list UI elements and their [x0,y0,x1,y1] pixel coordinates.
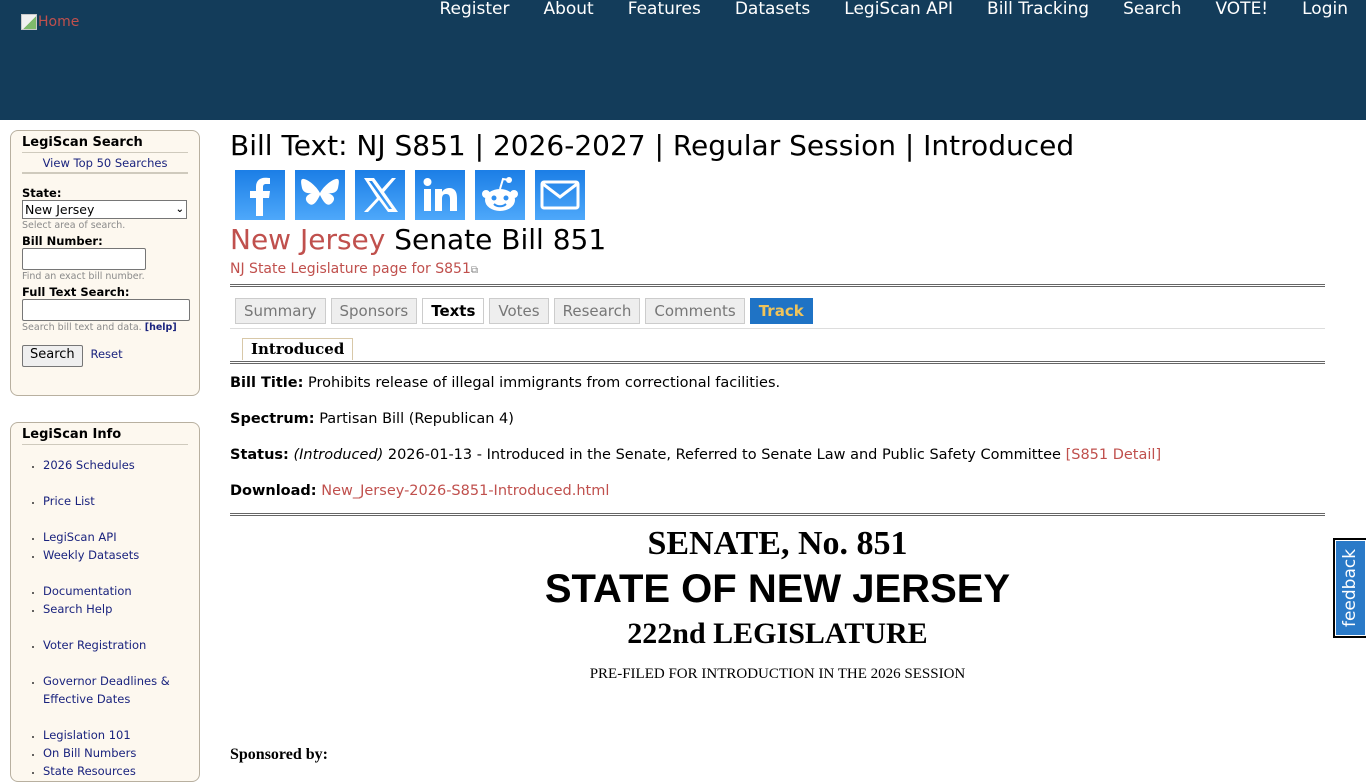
info-item-governor-deadlines[interactable] [43,672,173,708]
info-link[interactable]: Weekly Datasets [43,548,140,562]
nav-bill-tracking[interactable]: Bill Tracking [987,0,1090,19]
bill-title-row [230,374,1325,392]
state-select[interactable] [22,200,187,219]
facebook-icon [243,174,277,216]
social-share-bar [235,170,1325,220]
tab-texts[interactable]: Texts [422,298,484,324]
bill-title-value: Prohibits release of illegal immigrants from correctional facilities. [308,375,781,391]
spectrum-row [230,410,1325,428]
info-link[interactable]: Governor Deadlines & Effective Dates [43,674,170,706]
bluesky-share-button[interactable] [295,170,345,220]
info-link[interactable]: 2026 Schedules [43,458,135,472]
nav-legiscan-api[interactable]: LegiScan API [844,0,954,19]
subtab-introduced[interactable]: Introduced [242,338,353,360]
info-item-search-help[interactable] [43,600,188,618]
home-logo-link[interactable] [21,14,79,30]
info-item-api[interactable] [43,528,188,546]
info-link[interactable]: Documentation [43,584,132,598]
linkedin-icon [421,176,459,214]
doc-senate-number: SENATE, No. 851 [647,525,908,562]
spectrum-label: Spectrum: [230,411,315,427]
nav-search[interactable]: Search [1123,0,1182,19]
bill-tabs [235,298,1325,324]
bluesky-icon [300,177,340,213]
download-label: Download: [230,483,317,499]
info-item-voter-registration[interactable] [43,636,188,654]
x-icon [361,176,399,214]
info-link[interactable]: On Bill Numbers [43,746,137,760]
bill-detail-link[interactable]: [S851 Detail] [1065,447,1162,463]
help-link-label: help [149,322,173,333]
top-50-searches-link[interactable]: View Top 50 Searches [22,153,188,174]
bill-title-label: Bill Title: [230,375,304,391]
help-bracket-close: ] [172,322,177,333]
doc-legislature: 222nd LEGISLATURE [627,617,928,650]
home-logo-alt: Home [38,14,80,30]
download-link[interactable]: New_Jersey-2026-S851-Introduced.html [321,483,610,499]
tab-votes[interactable]: Votes [489,298,548,324]
tab-summary[interactable]: Summary [235,298,326,324]
state-select-value: New Jersey [25,202,95,217]
divider [230,284,1325,287]
bill-state-link[interactable]: New Jersey [230,223,386,256]
doc-prefiled: PRE-FILED FOR INTRODUCTION IN THE 2026 SESSION [589,666,966,682]
search-box-title: LegiScan Search [22,135,188,153]
main-content [230,128,1325,683]
feedback-tab[interactable] [1333,538,1366,638]
info-link[interactable]: State Resources [43,764,136,778]
info-item-documentation[interactable] [43,582,188,600]
info-item-price-list[interactable] [43,492,188,510]
info-item-state-resources[interactable] [43,762,188,780]
state-label: State: [22,186,62,200]
nav-about[interactable]: About [543,0,594,19]
bill-number-label: Bill Number: [22,234,103,248]
broken-image-icon [21,14,37,30]
info-item-legislation-101[interactable] [43,726,188,744]
doc-sponsored-by: Sponsored by: [230,746,328,763]
reset-link[interactable]: Reset [90,347,123,361]
x-share-button[interactable] [355,170,405,220]
email-icon [540,180,580,210]
state-legislature-link-label: NJ State Legislature page for S851 [230,261,471,277]
bill-number-input[interactable] [22,248,146,270]
doc-state: STATE OF NEW JERSEY [544,567,1011,611]
tab-research[interactable]: Research [554,298,641,324]
spectrum-value: Partisan Bill (Republican 4) [319,411,514,427]
chevron-down-icon: ⌄ [175,204,184,215]
tab-comments[interactable]: Comments [645,298,744,324]
top-nav [422,0,1348,19]
bill-meta [230,374,1325,500]
nav-features[interactable]: Features [627,0,701,19]
tab-track[interactable]: Track [750,298,813,324]
linkedin-share-button[interactable] [415,170,465,220]
info-links-list [22,456,188,780]
bill-document [230,524,1325,683]
legiscan-search-box [10,130,200,396]
bill-number-hint: Find an exact bill number. [22,271,145,282]
nav-vote[interactable]: VOTE! [1215,0,1269,19]
nav-login[interactable]: Login [1302,0,1348,19]
info-box-title: LegiScan Info [22,427,188,445]
feedback-label: feedback [1340,548,1361,628]
reddit-icon [479,176,521,214]
search-button[interactable]: Search [22,345,83,367]
divider [230,361,1325,364]
full-text-label: Full Text Search: [22,285,130,299]
full-text-hint-text: Search bill text and data. [22,322,142,333]
status-label: Status: [230,447,289,463]
divider [230,513,1325,516]
email-share-button[interactable] [535,170,585,220]
bill-name: Senate Bill 851 [385,223,607,256]
status-row [230,446,1325,464]
info-link[interactable]: Voter Registration [43,638,147,652]
tab-sponsors[interactable]: Sponsors [331,298,418,324]
page-title: Bill Text: NJ S851 | 2026-2027 | Regular Session | Introduced [230,129,1075,162]
nav-register[interactable]: Register [439,0,510,19]
info-item-datasets[interactable] [43,546,188,564]
state-hint: Select area of search. [22,220,126,231]
full-text-input[interactable] [22,299,190,321]
legiscan-info-box [10,422,200,782]
download-row [230,482,1325,500]
help-bracket-open: [ [144,322,150,333]
full-text-hint [22,322,188,333]
text-version-tabs [242,338,1325,360]
info-item-bill-numbers[interactable] [43,744,188,762]
info-item-schedules[interactable] [43,456,188,474]
reddit-share-button[interactable] [475,170,525,220]
status-text: 2026-01-13 - Introduced in the Senate, Referred to Senate Law and Public Safety Committee [387,447,1061,463]
facebook-share-button[interactable] [235,170,285,220]
info-link[interactable]: Search Help [43,602,113,616]
bill-heading [230,222,1325,258]
help-link[interactable] [145,322,177,333]
divider [230,328,1325,329]
site-header [0,0,1366,120]
external-link-icon: ⧉ [470,265,479,276]
info-link[interactable]: LegiScan API [43,530,117,544]
status-stage: (Introduced) [293,447,384,463]
info-link[interactable]: Legislation 101 [43,728,131,742]
info-link[interactable]: Price List [43,494,95,508]
state-legislature-link[interactable] [230,261,478,277]
nav-datasets[interactable]: Datasets [734,0,811,19]
